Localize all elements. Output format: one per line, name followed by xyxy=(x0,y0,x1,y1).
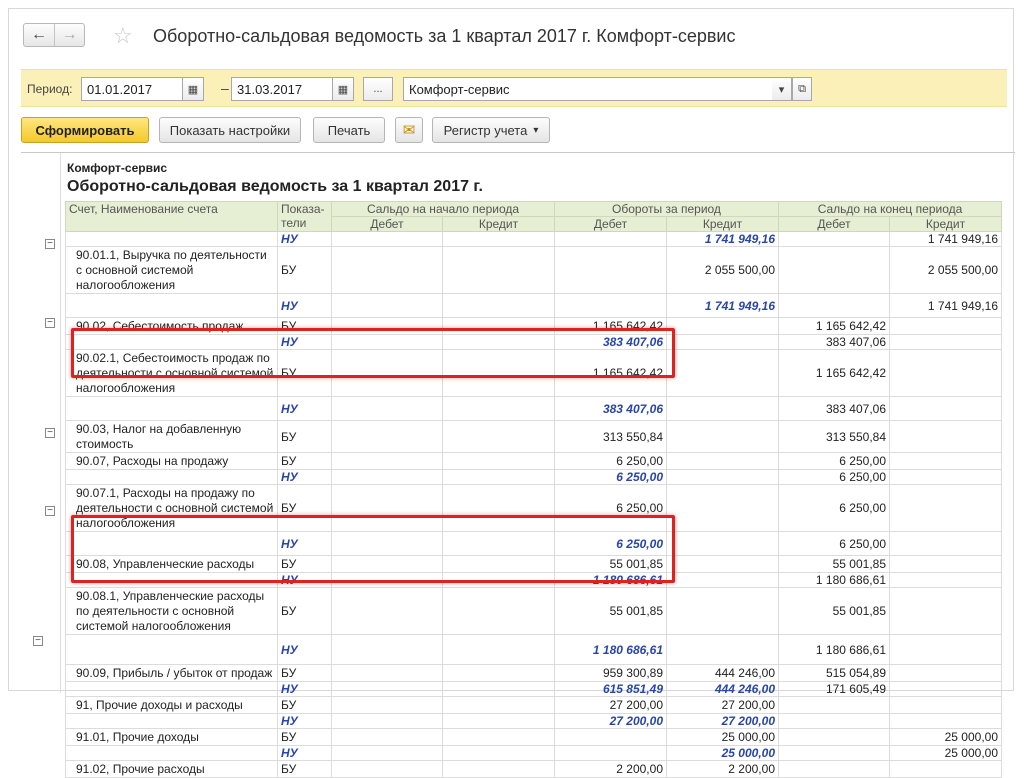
start-debit-cell[interactable] xyxy=(332,682,443,697)
indicator-cell: БУ xyxy=(278,729,332,746)
start-credit-cell[interactable] xyxy=(443,532,555,556)
end-credit-cell[interactable] xyxy=(890,335,1002,350)
turnover-debit-cell[interactable] xyxy=(555,247,667,294)
end-debit-cell[interactable]: 1 180 686,61 xyxy=(779,635,890,665)
end-debit-cell[interactable] xyxy=(779,294,890,318)
end-debit-cell[interactable]: 515 054,89 xyxy=(779,665,890,682)
end-credit-cell[interactable]: 25 000,00 xyxy=(890,746,1002,761)
table-row xyxy=(66,232,1002,247)
header-turnover-debit: Дебет xyxy=(555,217,667,232)
start-debit-cell[interactable] xyxy=(332,697,443,714)
start-debit-cell[interactable] xyxy=(332,232,443,247)
end-debit-cell[interactable] xyxy=(779,761,890,778)
turnover-debit-cell[interactable]: 6 250,00 xyxy=(555,453,667,470)
end-debit-cell[interactable]: 55 001,85 xyxy=(779,556,890,573)
turnover-credit-cell[interactable]: 25 000,00 xyxy=(667,729,779,746)
mail-icon[interactable]: ✉ xyxy=(395,117,423,143)
navigation-buttons xyxy=(23,23,85,47)
end-debit-cell[interactable]: 1 165 642,42 xyxy=(779,350,890,397)
table-row xyxy=(66,714,1002,729)
collapse-group-icon[interactable]: − xyxy=(45,428,55,438)
account-cell[interactable] xyxy=(66,746,278,761)
turnover-credit-cell[interactable]: 1 741 949,16 xyxy=(667,294,779,318)
turnover-debit-cell[interactable] xyxy=(555,729,667,746)
turnover-debit-cell[interactable]: 383 407,06 xyxy=(555,397,667,421)
turnover-credit-cell[interactable] xyxy=(667,588,779,635)
table-row xyxy=(66,485,1002,532)
open-organization-icon[interactable]: ⧉ xyxy=(792,77,812,101)
table-row xyxy=(66,746,1002,761)
start-debit-cell[interactable] xyxy=(332,453,443,470)
indicator-cell: НУ xyxy=(278,746,332,761)
turnover-credit-cell[interactable]: 1 741 949,16 xyxy=(667,232,779,247)
header-start-debit: Дебет xyxy=(332,217,443,232)
turnover-debit-cell[interactable]: 313 550,84 xyxy=(555,421,667,453)
turnover-credit-cell[interactable]: 2 055 500,00 xyxy=(667,247,779,294)
calendar-from-icon[interactable]: ▦ xyxy=(182,77,204,101)
end-credit-cell[interactable] xyxy=(890,635,1002,665)
account-cell[interactable]: 90.02, Себестоимость продаж xyxy=(66,318,278,335)
start-debit-cell[interactable] xyxy=(332,294,443,318)
turnover-credit-cell[interactable]: 27 200,00 xyxy=(667,697,779,714)
start-credit-cell[interactable] xyxy=(443,470,555,485)
end-credit-cell[interactable] xyxy=(890,714,1002,729)
indicator-cell: НУ xyxy=(278,232,332,247)
turnover-credit-cell[interactable]: 444 246,00 xyxy=(667,682,779,697)
start-debit-cell[interactable] xyxy=(332,485,443,532)
turnover-credit-cell[interactable] xyxy=(667,318,779,335)
end-credit-cell[interactable] xyxy=(890,397,1002,421)
start-credit-cell[interactable] xyxy=(443,714,555,729)
table-row xyxy=(66,247,1002,294)
start-credit-cell[interactable] xyxy=(443,350,555,397)
account-cell[interactable]: 91, Прочие доходы и расходы xyxy=(66,697,278,714)
table-row xyxy=(66,335,1002,350)
turnover-credit-cell[interactable] xyxy=(667,470,779,485)
start-debit-cell[interactable] xyxy=(332,635,443,665)
end-debit-cell[interactable]: 313 550,84 xyxy=(779,421,890,453)
account-cell[interactable] xyxy=(66,635,278,665)
end-debit-cell[interactable]: 6 250,00 xyxy=(779,453,890,470)
turnover-credit-cell[interactable]: 444 246,00 xyxy=(667,665,779,682)
account-cell[interactable]: 90.07.1, Расходы на продажу по деятельности с основной системой налогообложения xyxy=(66,485,278,532)
account-cell[interactable]: 90.09, Прибыль / убыток от продаж xyxy=(66,665,278,682)
end-debit-cell[interactable] xyxy=(779,714,890,729)
start-credit-cell[interactable] xyxy=(443,318,555,335)
start-debit-cell[interactable] xyxy=(332,421,443,453)
turnover-debit-cell[interactable]: 6 250,00 xyxy=(555,470,667,485)
end-debit-cell[interactable]: 171 605,49 xyxy=(779,682,890,697)
start-debit-cell[interactable] xyxy=(332,746,443,761)
turnover-debit-cell[interactable]: 1 165 642,42 xyxy=(555,318,667,335)
organization-field[interactable]: Комфорт-сервис xyxy=(403,77,773,101)
indicator-cell: БУ xyxy=(278,453,332,470)
turnover-debit-cell[interactable]: 1 180 686,61 xyxy=(555,573,667,588)
indicator-cell: НУ xyxy=(278,532,332,556)
account-cell[interactable] xyxy=(66,397,278,421)
account-cell[interactable]: 90.08.1, Управленческие расходы по деятельности с основной системой налогообложения xyxy=(66,588,278,635)
start-debit-cell[interactable] xyxy=(332,761,443,778)
end-debit-cell[interactable] xyxy=(779,232,890,247)
start-credit-cell[interactable] xyxy=(443,761,555,778)
end-debit-cell[interactable]: 383 407,06 xyxy=(779,335,890,350)
print-button[interactable]: Печать xyxy=(313,117,385,143)
end-credit-cell[interactable] xyxy=(890,682,1002,697)
start-debit-cell[interactable] xyxy=(332,318,443,335)
period-bar xyxy=(21,69,1007,107)
indicator-cell: НУ xyxy=(278,335,332,350)
choose-period-button[interactable]: ... xyxy=(363,77,393,101)
end-debit-cell[interactable] xyxy=(779,729,890,746)
start-credit-cell[interactable] xyxy=(443,573,555,588)
header-start-balance: Сальдо на начало периода xyxy=(332,202,555,217)
end-credit-cell[interactable] xyxy=(890,573,1002,588)
end-credit-cell[interactable] xyxy=(890,761,1002,778)
turnover-debit-cell[interactable]: 6 250,00 xyxy=(555,532,667,556)
turnover-debit-cell[interactable]: 55 001,85 xyxy=(555,588,667,635)
start-credit-cell[interactable] xyxy=(443,682,555,697)
turnover-credit-cell[interactable] xyxy=(667,532,779,556)
table-row xyxy=(66,573,1002,588)
end-credit-cell[interactable]: 1 741 949,16 xyxy=(890,294,1002,318)
table-row xyxy=(66,697,1002,714)
turnover-credit-cell[interactable] xyxy=(667,421,779,453)
account-cell[interactable] xyxy=(66,470,278,485)
table-row xyxy=(66,682,1002,697)
start-debit-cell[interactable] xyxy=(332,588,443,635)
account-cell[interactable] xyxy=(66,232,278,247)
turnover-debit-cell[interactable]: 615 851,49 xyxy=(555,682,667,697)
start-debit-cell[interactable] xyxy=(332,714,443,729)
end-debit-cell[interactable]: 55 001,85 xyxy=(779,588,890,635)
turnover-debit-cell[interactable]: 55 001,85 xyxy=(555,556,667,573)
indicator-cell: БУ xyxy=(278,761,332,778)
group-gutter xyxy=(23,153,61,693)
start-credit-cell[interactable] xyxy=(443,729,555,746)
table-row xyxy=(66,421,1002,453)
end-debit-cell[interactable]: 6 250,00 xyxy=(779,485,890,532)
turnover-debit-cell[interactable]: 959 300,89 xyxy=(555,665,667,682)
indicator-cell: БУ xyxy=(278,556,332,573)
start-credit-cell[interactable] xyxy=(443,635,555,665)
start-debit-cell[interactable] xyxy=(332,397,443,421)
indicator-cell: НУ xyxy=(278,397,332,421)
turnover-debit-cell[interactable]: 27 200,00 xyxy=(555,697,667,714)
start-credit-cell[interactable] xyxy=(443,232,555,247)
turnover-balance-table xyxy=(65,201,1002,778)
report-area xyxy=(21,152,1015,776)
end-debit-cell[interactable]: 1 180 686,61 xyxy=(779,573,890,588)
start-credit-cell[interactable] xyxy=(443,588,555,635)
collapse-group-icon[interactable]: − xyxy=(33,636,43,646)
report-company: Комфорт-сервис xyxy=(67,161,168,175)
start-debit-cell[interactable] xyxy=(332,556,443,573)
start-credit-cell[interactable] xyxy=(443,485,555,532)
start-credit-cell[interactable] xyxy=(443,556,555,573)
start-debit-cell[interactable] xyxy=(332,729,443,746)
end-credit-cell[interactable]: 2 055 500,00 xyxy=(890,247,1002,294)
end-credit-cell[interactable] xyxy=(890,556,1002,573)
back-arrow-icon[interactable]: ← xyxy=(31,26,47,43)
turnover-debit-cell[interactable]: 383 407,06 xyxy=(555,335,667,350)
start-credit-cell[interactable] xyxy=(443,746,555,761)
turnover-debit-cell[interactable] xyxy=(555,232,667,247)
start-debit-cell[interactable] xyxy=(332,247,443,294)
table-row xyxy=(66,470,1002,485)
account-cell[interactable] xyxy=(66,294,278,318)
start-credit-cell[interactable] xyxy=(443,397,555,421)
start-debit-cell[interactable] xyxy=(332,665,443,682)
end-debit-cell[interactable]: 383 407,06 xyxy=(779,397,890,421)
account-cell[interactable] xyxy=(66,682,278,697)
collapse-group-icon[interactable]: − xyxy=(45,506,55,516)
start-credit-cell[interactable] xyxy=(443,247,555,294)
show-settings-button[interactable]: Показать настройки xyxy=(159,117,301,143)
account-cell[interactable]: 90.03, Налог на добавленную стоимость xyxy=(66,421,278,453)
end-credit-cell[interactable] xyxy=(890,421,1002,453)
collapse-group-icon[interactable]: − xyxy=(45,239,55,249)
header-account: Счет, Наименование счета xyxy=(66,202,278,232)
turnover-debit-cell[interactable]: 1 180 686,61 xyxy=(555,635,667,665)
table-row xyxy=(66,532,1002,556)
start-credit-cell[interactable] xyxy=(443,697,555,714)
header-turnover: Обороты за период xyxy=(555,202,779,217)
table-row xyxy=(66,294,1002,318)
turnover-credit-cell[interactable] xyxy=(667,485,779,532)
end-debit-cell[interactable] xyxy=(779,697,890,714)
end-debit-cell[interactable] xyxy=(779,746,890,761)
period-separator: – xyxy=(221,80,229,96)
account-cell[interactable] xyxy=(66,532,278,556)
table-row xyxy=(66,397,1002,421)
favorite-star-icon[interactable]: ☆ xyxy=(113,23,133,48)
turnover-debit-cell[interactable] xyxy=(555,294,667,318)
account-cell[interactable]: 90.02.1, Себестоимость продаж по деятельности с основной системой налогообложения xyxy=(66,350,278,397)
report-title: Оборотно-сальдовая ведомость за 1 квартал 2017 г. xyxy=(67,178,483,195)
turnover-credit-cell[interactable] xyxy=(667,635,779,665)
indicator-cell: БУ xyxy=(278,247,332,294)
start-debit-cell[interactable] xyxy=(332,470,443,485)
table-row xyxy=(66,453,1002,470)
start-credit-cell[interactable] xyxy=(443,335,555,350)
generate-button[interactable]: Сформировать xyxy=(21,117,149,143)
turnover-credit-cell[interactable] xyxy=(667,556,779,573)
end-debit-cell[interactable]: 1 165 642,42 xyxy=(779,318,890,335)
date-from-field[interactable]: 01.01.2017 xyxy=(81,77,183,101)
turnover-credit-cell[interactable] xyxy=(667,573,779,588)
start-credit-cell[interactable] xyxy=(443,421,555,453)
date-to-field[interactable]: 31.03.2017 xyxy=(231,77,333,101)
start-credit-cell[interactable] xyxy=(443,453,555,470)
window-title: Оборотно-сальдовая ведомость за 1 квартал 2017 г. Комфорт-сервис xyxy=(153,26,736,46)
organization-dropdown-icon[interactable]: ▾ xyxy=(772,77,792,101)
header-end-debit: Дебет xyxy=(779,217,890,232)
indicator-cell: НУ xyxy=(278,682,332,697)
start-debit-cell[interactable] xyxy=(332,350,443,397)
end-credit-cell[interactable] xyxy=(890,453,1002,470)
collapse-group-icon[interactable]: − xyxy=(45,318,55,328)
end-credit-cell[interactable] xyxy=(890,588,1002,635)
turnover-debit-cell[interactable]: 1 165 642,42 xyxy=(555,350,667,397)
header-turnover-credit: Кредит xyxy=(667,217,779,232)
account-cell[interactable] xyxy=(66,573,278,588)
table-row xyxy=(66,318,1002,335)
period-label: Период: xyxy=(27,82,73,96)
end-debit-cell[interactable]: 6 250,00 xyxy=(779,532,890,556)
end-credit-cell[interactable] xyxy=(890,350,1002,397)
end-credit-cell[interactable] xyxy=(890,665,1002,682)
end-credit-cell[interactable] xyxy=(890,697,1002,714)
indicator-cell: БУ xyxy=(278,485,332,532)
turnover-debit-cell[interactable]: 6 250,00 xyxy=(555,485,667,532)
turnover-debit-cell[interactable] xyxy=(555,746,667,761)
table-row xyxy=(66,588,1002,635)
indicator-cell: НУ xyxy=(278,573,332,588)
account-cell[interactable]: 90.08, Управленческие расходы xyxy=(66,556,278,573)
account-cell[interactable]: 90.01.1, Выручка по деятельности с основной системой налогообложения xyxy=(66,247,278,294)
indicator-cell: БУ xyxy=(278,318,332,335)
forward-arrow-icon[interactable]: → xyxy=(54,24,84,46)
table-row xyxy=(66,761,1002,778)
account-cell[interactable] xyxy=(66,714,278,729)
header-start-credit: Кредит xyxy=(443,217,555,232)
turnover-credit-cell[interactable]: 25 000,00 xyxy=(667,746,779,761)
table-row xyxy=(66,665,1002,682)
turnover-credit-cell[interactable]: 27 200,00 xyxy=(667,714,779,729)
end-credit-cell[interactable] xyxy=(890,532,1002,556)
turnover-credit-cell[interactable] xyxy=(667,397,779,421)
account-cell[interactable]: 90.07, Расходы на продажу xyxy=(66,453,278,470)
end-credit-cell[interactable]: 1 741 949,16 xyxy=(890,232,1002,247)
end-debit-cell[interactable]: 6 250,00 xyxy=(779,470,890,485)
table-row xyxy=(66,556,1002,573)
start-credit-cell[interactable] xyxy=(443,665,555,682)
turnover-credit-cell[interactable]: 2 200,00 xyxy=(667,761,779,778)
table-row xyxy=(66,350,1002,397)
turnover-credit-cell[interactable] xyxy=(667,453,779,470)
indicator-cell: НУ xyxy=(278,470,332,485)
indicator-cell: БУ xyxy=(278,421,332,453)
indicator-cell: БУ xyxy=(278,697,332,714)
start-credit-cell[interactable] xyxy=(443,294,555,318)
account-cell[interactable]: 91.02, Прочие расходы xyxy=(66,761,278,778)
end-credit-cell[interactable]: 25 000,00 xyxy=(890,729,1002,746)
register-label: Регистр учета xyxy=(443,122,528,138)
header-indicators: Показа-тели xyxy=(278,202,332,232)
indicator-cell: БУ xyxy=(278,665,332,682)
turnover-credit-cell[interactable] xyxy=(667,350,779,397)
start-debit-cell[interactable] xyxy=(332,573,443,588)
end-credit-cell[interactable] xyxy=(890,470,1002,485)
account-cell[interactable]: 91.01, Прочие доходы xyxy=(66,729,278,746)
table-row xyxy=(66,729,1002,746)
indicator-cell: БУ xyxy=(278,588,332,635)
table-row xyxy=(66,635,1002,665)
end-debit-cell[interactable] xyxy=(779,247,890,294)
turnover-credit-cell[interactable] xyxy=(667,335,779,350)
calendar-to-icon[interactable]: ▦ xyxy=(332,77,354,101)
end-credit-cell[interactable] xyxy=(890,485,1002,532)
header-end-balance: Сальдо на конец периода xyxy=(779,202,1002,217)
start-debit-cell[interactable] xyxy=(332,335,443,350)
end-credit-cell[interactable] xyxy=(890,318,1002,335)
turnover-debit-cell[interactable]: 27 200,00 xyxy=(555,714,667,729)
register-arrow-icon: ▾ xyxy=(533,124,539,136)
register-button[interactable] xyxy=(432,117,550,143)
report-window xyxy=(8,8,1014,776)
header-end-credit: Кредит xyxy=(890,217,1002,232)
turnover-debit-cell[interactable]: 2 200,00 xyxy=(555,761,667,778)
indicator-cell: НУ xyxy=(278,635,332,665)
indicator-cell: БУ xyxy=(278,350,332,397)
indicator-cell: НУ xyxy=(278,714,332,729)
indicator-cell: НУ xyxy=(278,294,332,318)
start-debit-cell[interactable] xyxy=(332,532,443,556)
account-cell[interactable] xyxy=(66,335,278,350)
